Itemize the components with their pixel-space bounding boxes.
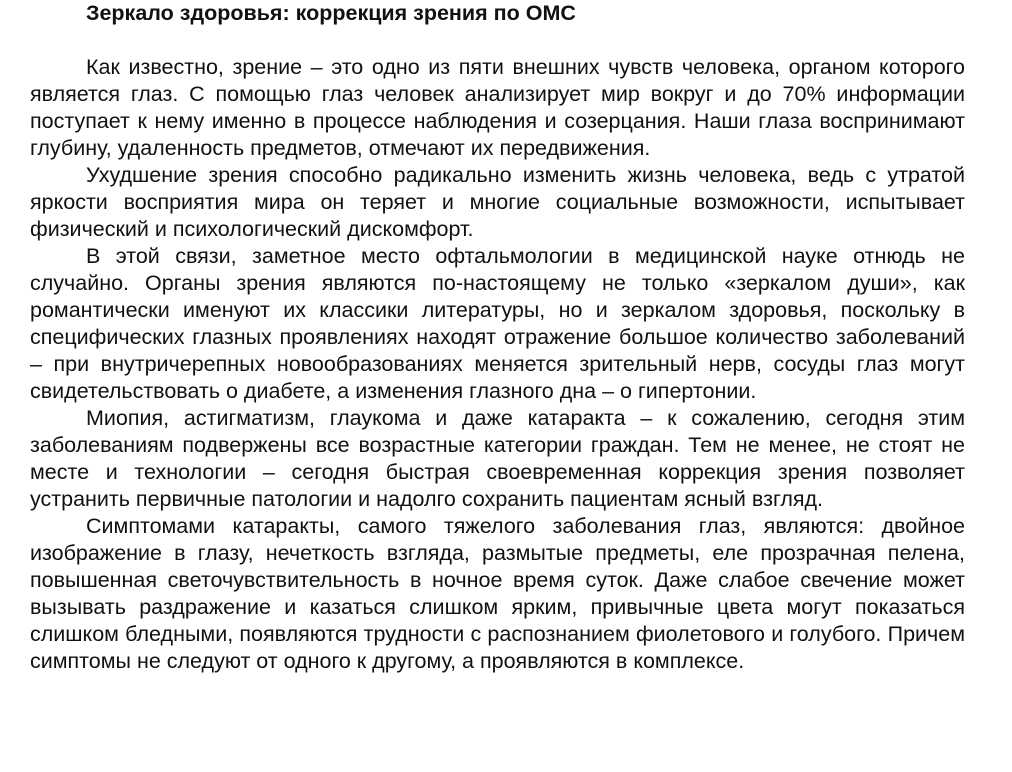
document-page xyxy=(30,0,965,675)
paragraph: В этой связи, заметное место офтальмологии в медицинской науке отнюдь не случайно. Органы зрения являются по-настоящему не только «зеркалом души», как романтически именуют их классики литературы, но и зеркалом здоровья, поскольку в специфических глазных проявлениях находят отражение большое количество заболеваний – при внутричерепных новообразованиях меняется зрительный нерв, сосуды глаз могут свидетельствовать о диабете, а изменения глазного дна – о гипертонии. xyxy=(30,244,965,403)
paragraph: Симптомами катаракты, самого тяжелого заболевания глаз, являются: двойное изображение в глазу, нечеткость взгляда, размытые предметы, еле прозрачная пелена, повышенная светочувствительность в ночное время суток. Даже слабое свечение может вызывать раздражение и казаться слишком ярким, привычные цвета могут показаться слишком бледными, появляются трудности с распознанием фиолетового и голубого. Причем симптомы не следуют от одного к другому, а проявляются в комплексе. xyxy=(30,514,965,673)
paragraph: Миопия, астигматизм, глаукома и даже катаракта – к сожалению, сегодня этим заболеваниям подвержены все возрастные категории граждан. Тем не менее, не стоят не месте и технологии – сегодня быстрая своевременная коррекция зрения позволяет устранить первичные патологии и надолго сохранить пациентам ясный взгляд. xyxy=(30,406,965,511)
document-body xyxy=(30,54,965,675)
document-title: Зеркало здоровья: коррекция зрения по ОМС xyxy=(86,1,576,25)
paragraph: Ухудшение зрения способно радикально изменить жизнь человека, ведь с утратой яркости восприятия мира он теряет и многие социальные возможности, испытывает физический и психологический дискомфорт. xyxy=(30,163,965,241)
paragraph: Как известно, зрение – это одно из пяти внешних чувств человека, органом которого является глаз. С помощью глаз человек анализирует мир вокруг и до 70% информации поступает к нему именно в процессе наблюдения и созерцания. Наши глаза воспринимают глубину, удаленность предметов, отмечают их передвижения. xyxy=(30,55,965,160)
